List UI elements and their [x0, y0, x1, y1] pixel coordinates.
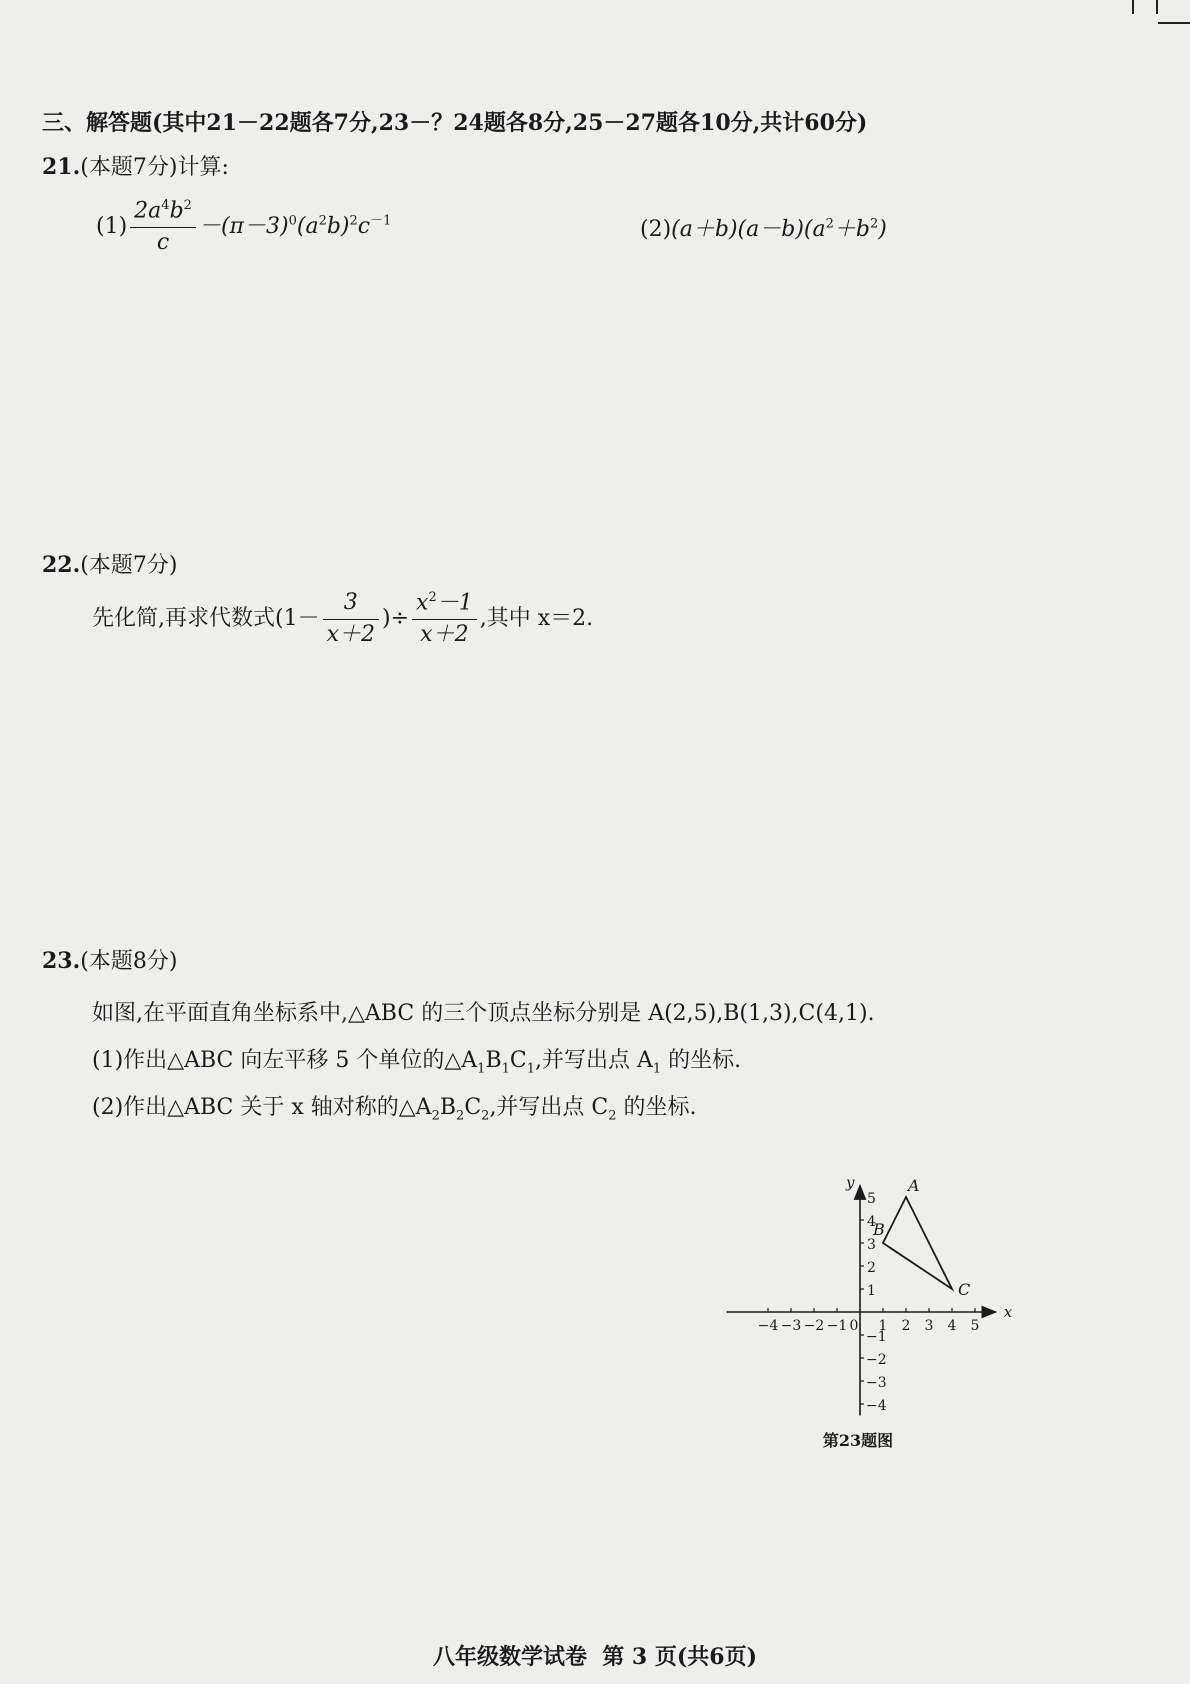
- page-footer: 八年级数学试卷 第 3 页(共6页): [432, 1644, 758, 1670]
- y-tick-label: −4: [866, 1398, 887, 1414]
- x-tick-label: 3: [924, 1318, 934, 1334]
- x-tick-label: 0: [849, 1318, 859, 1334]
- y-tick-label: 3: [867, 1237, 876, 1253]
- y-tick-label: 1: [867, 1283, 876, 1299]
- figure-caption: 第23题图: [822, 1431, 894, 1450]
- x-tick-label: 4: [947, 1318, 957, 1334]
- q23-coordinate-figure: [710, 1140, 1020, 1470]
- q23-line3: (2)作出△ABC 关于 x 轴对称的$\triangle A_2B_2C_2$,并写出点 $C_2$ 的坐标.: [92, 1095, 697, 1124]
- scan-edge-mark: [1158, 22, 1190, 24]
- y-tick-label: −1: [866, 1329, 887, 1345]
- q22-number: 22.: [42, 552, 81, 578]
- y-tick-label: 4: [867, 1214, 876, 1230]
- y-tick-label: −2: [866, 1352, 887, 1368]
- vertex-label-c: C: [958, 1280, 971, 1299]
- q22-title: (本题7分): [80, 553, 178, 578]
- x-axis-label: x: [1003, 1303, 1013, 1321]
- x-tick-label: −2: [803, 1318, 825, 1334]
- triangle-abc: [883, 1197, 952, 1289]
- q22-expression: 先化简,再求代数式(1－ $\frac{3}{x+2}$ )÷ $\frac{x^2-1}{x+2}$ ,其中 x＝2.: [92, 590, 594, 647]
- y-tick-label: 2: [867, 1260, 876, 1276]
- q23-title: (本题8分): [80, 949, 178, 974]
- q23-line1: 如图,在平面直角坐标系中,△ABC 的三个顶点坐标分别是 A(2,5),B(1,3),C(4,1).: [92, 1001, 875, 1026]
- x-tick-label: −3: [780, 1318, 802, 1334]
- q23-line2: (1)作出△ABC 向左平移 5 个单位的$\triangle A_1B_1C_1$,并写出点 $A_1$ 的坐标.: [92, 1048, 742, 1077]
- scan-edge-mark: [1132, 0, 1134, 14]
- q21-title: (本题7分)计算:: [80, 155, 229, 180]
- scan-edge-mark: [1156, 0, 1158, 14]
- q21-part1: (1) $\frac{2a^4b^2}{c}$ $-(\pi-3)^0(a^2b)^2c^{-1}$: [96, 198, 392, 255]
- q21-part1-label: (1): [96, 214, 128, 240]
- section-header: 三、解答题(其中21－22题各7分,23－？24题各8分,25－27题各10分,共计60分): [42, 110, 868, 136]
- q22-heading: [42, 548, 177, 579]
- x-tick-label: −1: [826, 1318, 848, 1334]
- vertex-label-b: B: [873, 1220, 885, 1239]
- x-tick-label: 5: [970, 1318, 980, 1334]
- y-tick-label: 5: [867, 1191, 876, 1207]
- x-tick-label: −4: [757, 1318, 779, 1334]
- x-tick-label: 1: [878, 1318, 888, 1334]
- q22-fraction-1: $\frac{3}{x+2}$: [323, 590, 379, 648]
- q21-heading: [42, 150, 229, 181]
- q21-part1-fraction: $\frac{2a^4b^2}{c}$: [130, 198, 196, 256]
- q21-part2: $(2)(a+b)(a-b)(a^2+b^2)$: [640, 216, 887, 242]
- q21-number: 21.: [42, 154, 81, 180]
- q23-number: 23.: [42, 948, 81, 974]
- q21-part2-label: (2): [640, 217, 672, 242]
- x-tick-label: 2: [901, 1318, 911, 1334]
- y-axis-label: y: [846, 1173, 855, 1192]
- q23-heading: [42, 944, 177, 975]
- q22-fraction-2: $\frac{x^2-1}{x+2}$: [412, 590, 477, 648]
- y-tick-label: −3: [866, 1375, 887, 1391]
- vertex-label-a: A: [908, 1176, 920, 1195]
